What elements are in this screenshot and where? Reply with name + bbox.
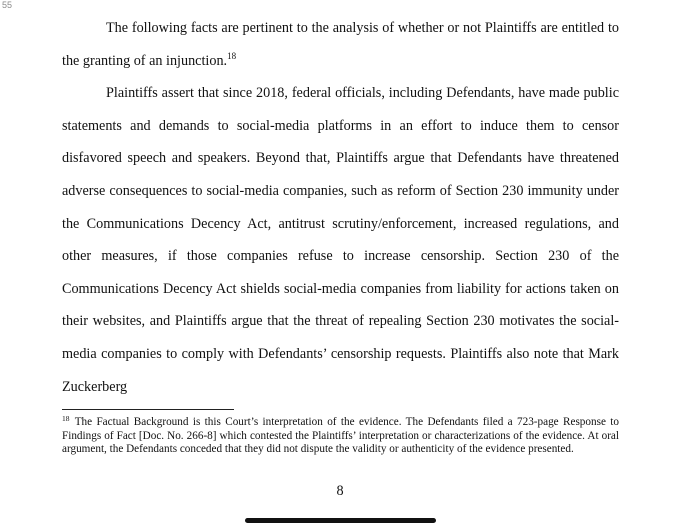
paragraph: [62, 12, 619, 77]
footnote-divider: [62, 409, 234, 410]
status-count: 55: [2, 0, 13, 10]
paragraph-text: The following facts are pertinent to the analysis of whether or not Plaintiffs are entitled to the granting of an injunction.: [62, 20, 619, 69]
paragraph: [62, 77, 619, 403]
document-body: [62, 12, 619, 403]
home-indicator[interactable]: [245, 518, 436, 523]
footnote-reference[interactable]: 18: [227, 50, 237, 61]
footnote-marker: 18: [62, 414, 70, 423]
page-number: 8: [336, 483, 344, 499]
paragraph-text: Plaintiffs assert that since 2018, federal officials, including Defendants, have made public statements and demands to social-media platforms in an effort to induce them to censor disfavored speech and speakers. Beyond that, Plaintiffs argue that Defendants have threatened adverse consequences to social-media companies, such as reform of Section 230 immunity under the Communications Decency Act, antitrust scrutiny/enforcement, increased regulations, and other measures, if those companies refuse to increase censorship. Section 230 of the Communications Decency Act shields social-media companies from liability for actions taken on their websites, and Plaintiffs argue that the threat of repealing Section 230 motivates the social-media companies to comply with Defendants’ censorship requests. Plaintiffs also note that Mark Zuckerberg: [62, 85, 619, 395]
footnote-text: The Factual Background is this Court’s interpretation of the evidence. The Defendants filed a 723-page Response to Findings of Fact [Doc. No. 266-8] which contested the Plaintiffs’ interpretation or characterizations of the evidence. At oral argument, the Defendants conceded that they did not dispute the validity or authenticity of the evidence presented.: [62, 416, 619, 455]
footnote: [62, 416, 619, 457]
